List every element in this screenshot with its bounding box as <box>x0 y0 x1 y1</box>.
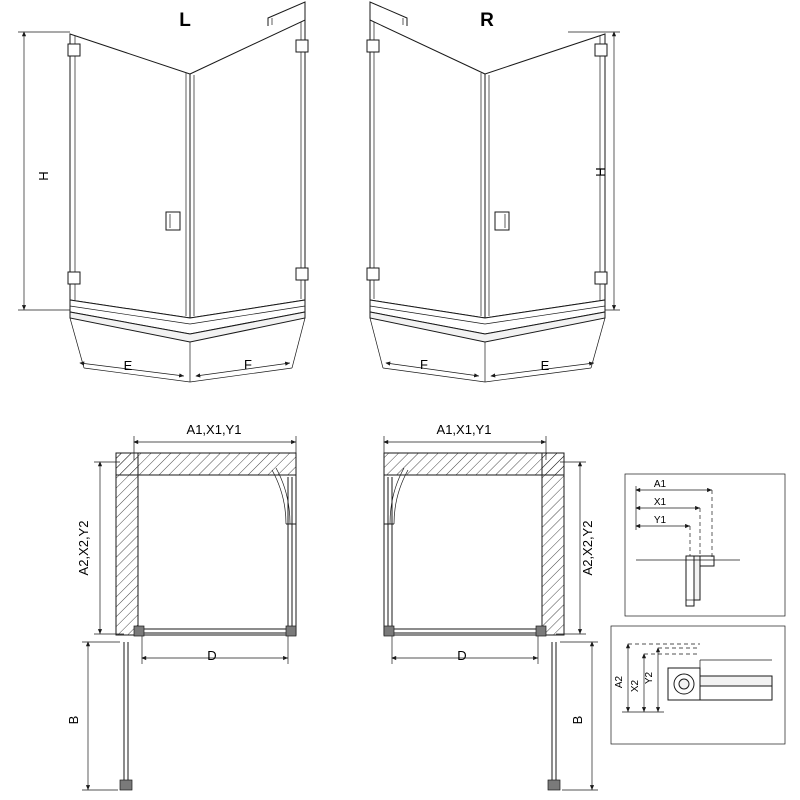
label-e-right: E <box>540 358 550 373</box>
dimension-b-left <box>82 642 120 790</box>
label-h-left: H <box>36 171 51 181</box>
label-detail-y2: Y2 <box>644 671 655 685</box>
label-b-left: B <box>66 715 81 725</box>
label-variant-r: R <box>480 10 494 31</box>
label-detail-a2: A2 <box>614 675 625 689</box>
label-f-right: F <box>420 357 428 372</box>
dimension-f-left <box>196 363 290 376</box>
detail-top-profile <box>625 474 785 616</box>
dimension-h-left <box>18 32 70 310</box>
label-detail-a1: A1 <box>653 479 667 490</box>
label-h-right: H <box>593 167 608 177</box>
label-a1x1y1-left: A1,X1,Y1 <box>186 422 242 437</box>
label-f-left: F <box>244 357 252 372</box>
label-a1x1y1-right: A1,X1,Y1 <box>436 422 492 437</box>
plan-right-view <box>384 436 598 790</box>
plan-left-view <box>82 436 296 790</box>
label-detail-x1: X1 <box>653 497 667 508</box>
label-a2x2y2-left: A2,X2,Y2 <box>76 520 91 576</box>
dimension-f-right <box>386 363 479 376</box>
label-e-left: E <box>123 358 133 373</box>
label-variant-l: L <box>179 10 191 31</box>
label-d-right: D <box>457 648 467 663</box>
label-detail-y1: Y1 <box>653 515 667 526</box>
elevation-left-view <box>18 2 308 382</box>
label-detail-x2: X2 <box>630 679 641 693</box>
label-b-right: B <box>570 715 585 725</box>
label-d-left: D <box>207 648 217 663</box>
label-a2x2y2-right: A2,X2,Y2 <box>580 520 595 576</box>
elevation-right-view <box>367 2 620 382</box>
